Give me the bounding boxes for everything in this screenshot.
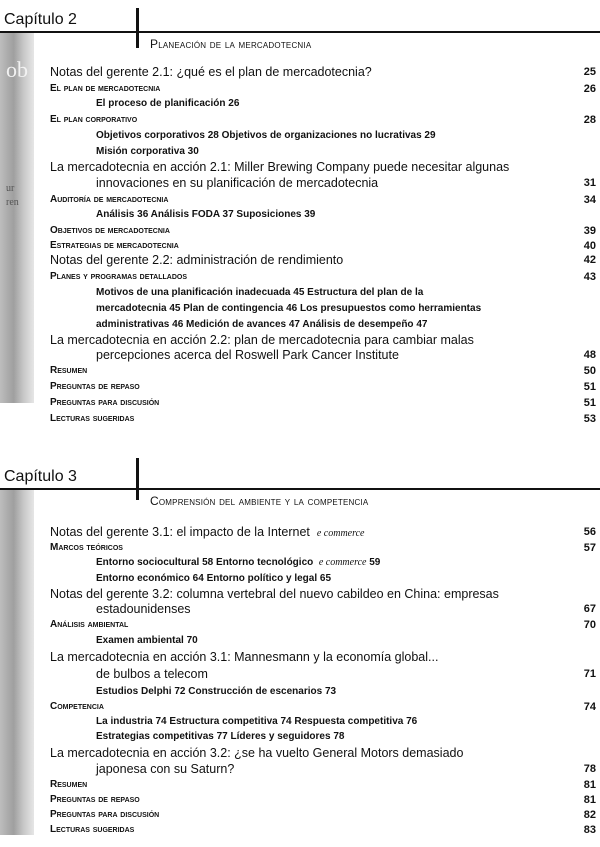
chapter-title: Comprensión del ambiente y la competencia bbox=[150, 494, 369, 508]
chapter-rule bbox=[0, 488, 600, 490]
ecommerce-icon: e commerce bbox=[318, 557, 367, 568]
ecommerce-icon: e commerce bbox=[316, 528, 365, 539]
table-of-contents: Notas del gerente 2.1: ¿qué es el plan de mercadotecnia? 25 El plan de mercadotecnia 26 El proceso de planificación 26 El plan corporativo 28 Objetivos corporativos 28 Objetivos de organizaciones no lucrativas 29 Misión corporativa 30 La mercadotecnia en acción 2.1: Miller Brewing Company puede necesitar algunas innovaciones en su planificación de mercadotecnia 31 Auditoría de mercadotecnia 34 Análisis 36 Análisis FODA 37 Suposiciones 39 Objetivos de mercadotecnia 39 Estrategias de mercadotecnia 40 Notas del gerente 2.2: administración de rendimiento 42 Planes y programas detallados 43 Motivos de una planificación inadecuada 45 Estructura del plan de la mercadotecnia 45 Plan de contingencia 46 Los presupuestos como herramientas administrativas 46 Medición de avances 47 Análisis de desempeño 47 La mercadotecnia en acción 2.2: plan de mercadotecnia para cambiar malas percepciones acerca del Roswell Park Cancer Institute 48 Resumen 50 Preguntas de repaso 51 Preguntas para discusión 51 Lecturas sugeridas 53 bbox=[50, 65, 596, 425]
strip-fragment: ob bbox=[6, 57, 28, 82]
strip-fragment: ur bbox=[6, 183, 15, 194]
strip-fragment: ren bbox=[6, 197, 19, 208]
chapter-image-strip bbox=[0, 33, 34, 403]
chapter-label: Capítulo 2 bbox=[4, 11, 77, 28]
chapter-rule bbox=[0, 31, 600, 33]
chapter-image-strip bbox=[0, 490, 34, 835]
chapter-title: Planeación de la mercadotecnia bbox=[150, 37, 312, 51]
chapter-divider bbox=[136, 458, 139, 500]
table-of-contents: Notas del gerente 3.1: el impacto de la Internet e commerce 56 Marcos teóricos 57 Entorno sociocultural 58 Entorno tecnológico e commerce 59 Entorno económico 64 Entorno político y legal 65 Notas del gerente 3.2: columna vertebral del nuevo cabildeo en China: empresas estadounidenses 67 Análisis ambiental 70 Examen ambiental 70 La mercadotecnia en acción 3.1: Mannesmann y la economía global... de bulbos a telecom 71 Estudios Delphi 72 Construcción de escenarios 73 Competencia 74 La industria 74 Estructura competitiva 74 Respuesta competitiva 76 Estrategias competitivas 77 Líderes y seguidores 78 La mercadotecnia en acción 3.2: ¿se ha vuelto General Motors demasiado japonesa con su Saturn? 78 Resumen 81 Preguntas de repaso 81 Preguntas para discusión 82 Lecturas sugeridas 83 bbox=[50, 525, 596, 836]
chapter-divider bbox=[136, 8, 139, 48]
chapter-label: Capítulo 3 bbox=[4, 468, 77, 485]
chapter-3 bbox=[0, 458, 600, 847]
